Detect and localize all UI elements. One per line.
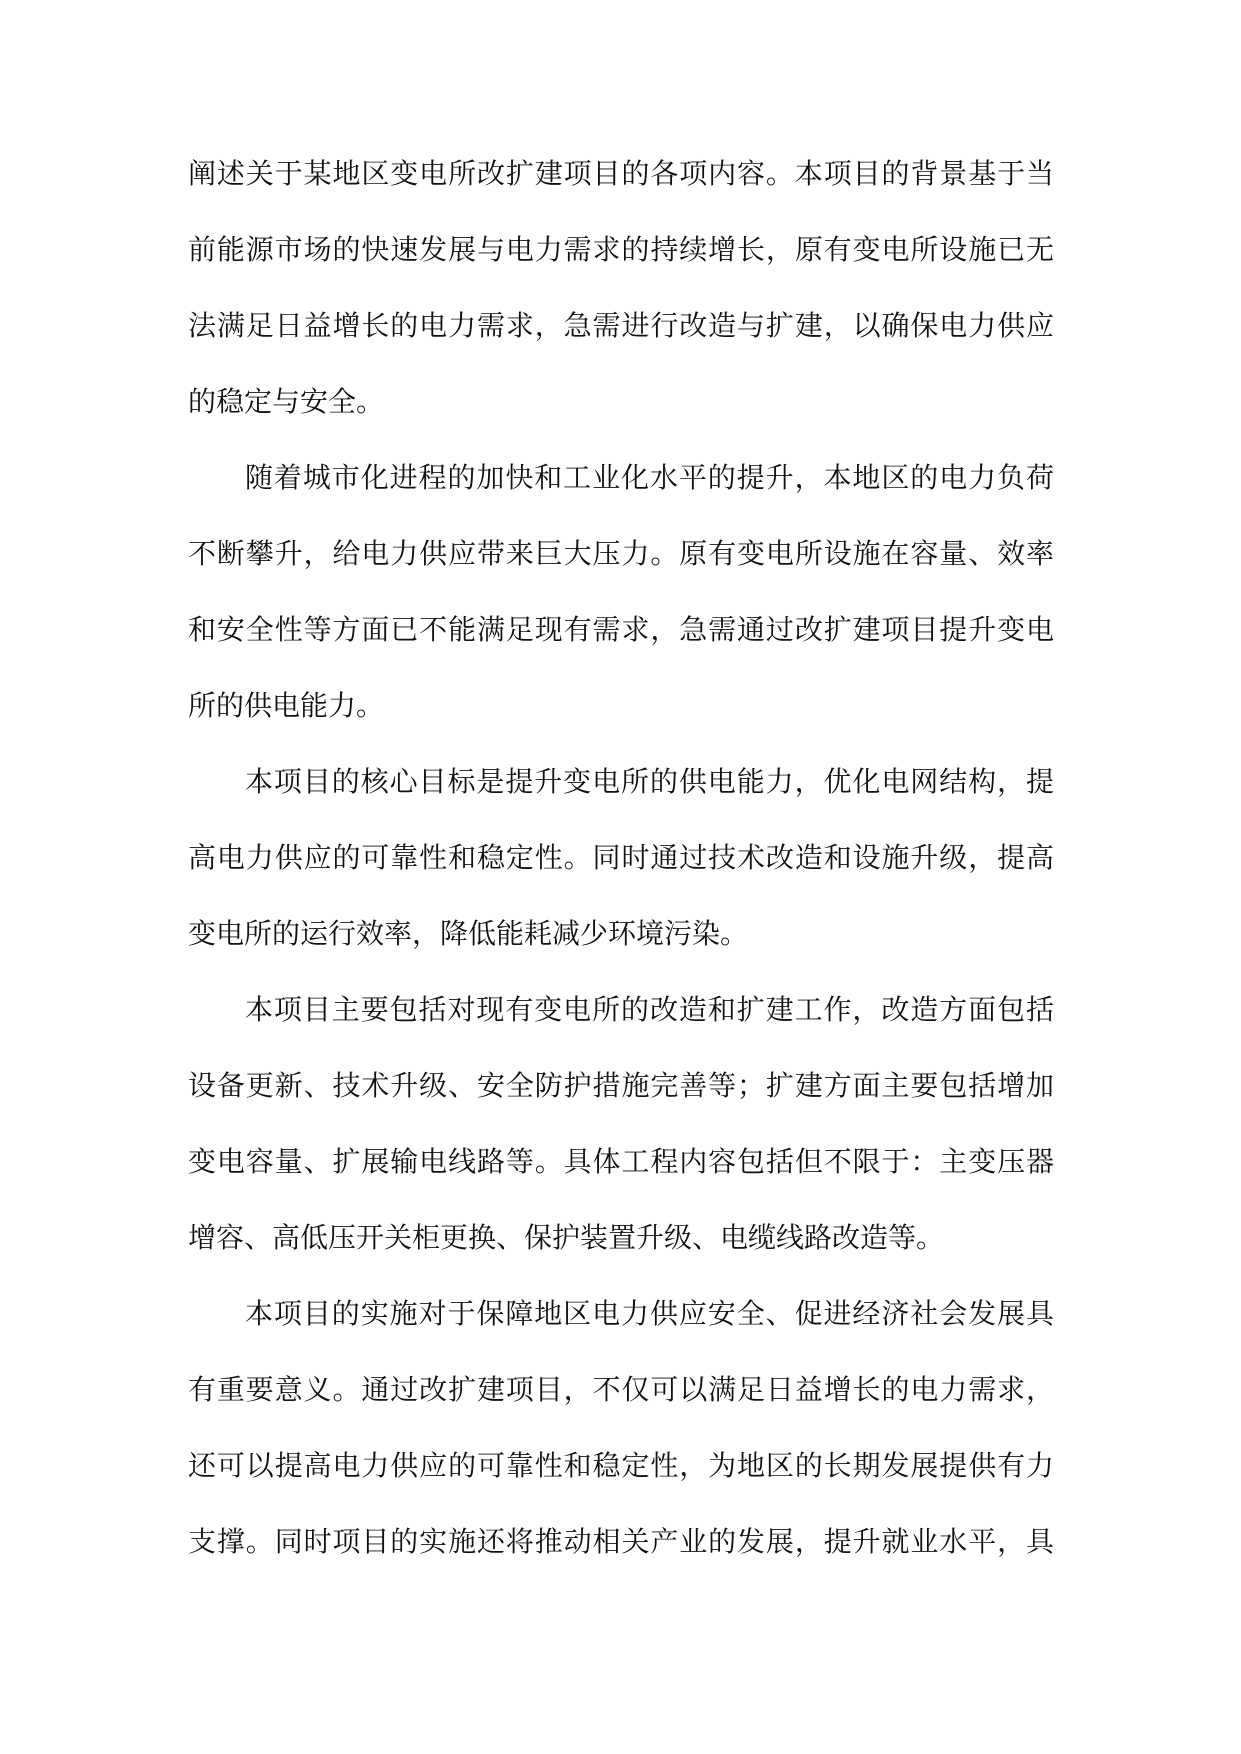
text-line: 有重要意义。通过改扩建项目，不仅可以满足日益增长的电力需求， <box>188 1373 1054 1406</box>
paragraph <box>188 445 1054 749</box>
text-line: 不断攀升，给电力供应带来巨大压力。原有变电所设施在容量、效率 <box>188 537 1054 570</box>
text-line: 的稳定与安全。 <box>188 385 385 418</box>
text-line: 本项目的核心目标是提升变电所的供电能力，优化电网结构，提 <box>245 765 1054 798</box>
text-line: 高电力供应的可靠性和稳定性。同时通过技术改造和设施升级，提高 <box>188 841 1054 874</box>
document-body <box>188 141 1054 1585</box>
text-line: 和安全性等方面已不能满足现有需求，急需通过改扩建项目提升变电 <box>188 613 1054 646</box>
text-line: 支撑。同时项目的实施还将推动相关产业的发展，提升就业水平，具 <box>188 1525 1054 1558</box>
paragraph <box>188 977 1054 1281</box>
text-line: 变电容量、扩展输电线路等。具体工程内容包括但不限于：主变压器 <box>188 1145 1054 1178</box>
text-line: 增容、高低压开关柜更换、保护装置升级、电缆线路改造等。 <box>188 1221 945 1254</box>
text-line: 法满足日益增长的电力需求，急需进行改造与扩建，以确保电力供应 <box>188 309 1054 342</box>
text-line: 阐述关于某地区变电所改扩建项目的各项内容。本项目的背景基于当 <box>188 157 1054 190</box>
text-line: 随着城市化进程的加快和工业化水平的提升，本地区的电力负荷 <box>245 461 1054 494</box>
text-line: 设备更新、技术升级、安全防护措施完善等；扩建方面主要包括增加 <box>188 1069 1054 1102</box>
paragraph <box>188 749 1054 977</box>
text-line: 变电所的运行效率，降低能耗减少环境污染。 <box>188 917 749 950</box>
text-line: 本项目主要包括对现有变电所的改造和扩建工作，改造方面包括 <box>245 993 1054 1026</box>
paragraph <box>188 1281 1054 1585</box>
text-line: 所的供电能力。 <box>188 689 385 722</box>
text-line: 本项目的实施对于保障地区电力供应安全、促进经济社会发展具 <box>245 1297 1054 1330</box>
text-line: 还可以提高电力供应的可靠性和稳定性，为地区的长期发展提供有力 <box>188 1449 1054 1482</box>
text-line: 前能源市场的快速发展与电力需求的持续增长，原有变电所设施已无 <box>188 233 1054 266</box>
paragraph <box>188 141 1054 445</box>
